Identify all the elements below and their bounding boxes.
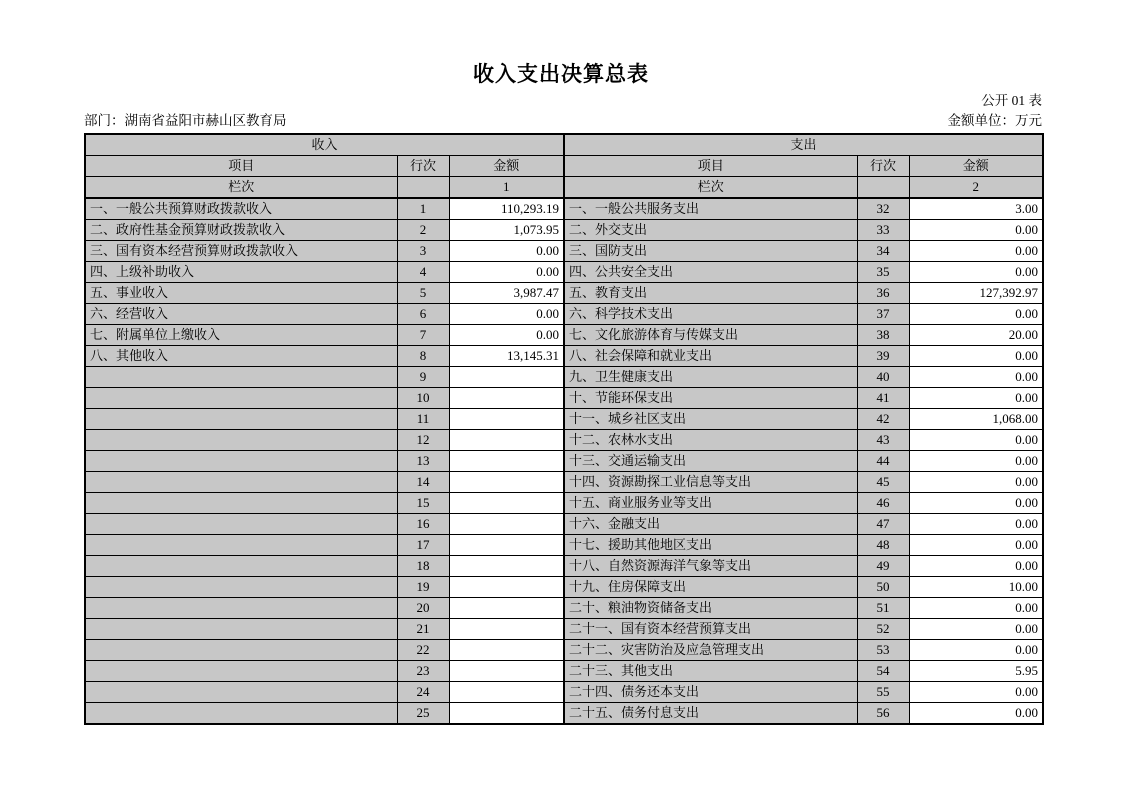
income-item-cell: 二、政府性基金预算财政拨款收入: [85, 220, 397, 241]
expense-amount-cell: 0.00: [909, 472, 1043, 493]
income-item-cell: [85, 661, 397, 682]
table-header: [85, 134, 1043, 198]
expense-amount-cell: 0.00: [909, 598, 1043, 619]
income-item-cell: [85, 388, 397, 409]
expense-amount-cell: 0.00: [909, 640, 1043, 661]
table-row: [85, 304, 1043, 325]
income-item-cell: [85, 640, 397, 661]
expense-line-cell: 50: [857, 577, 909, 598]
expense-line-cell: 41: [857, 388, 909, 409]
expense-amount-cell: 0.00: [909, 241, 1043, 262]
expense-line-cell: 56: [857, 703, 909, 725]
income-item-cell: [85, 619, 397, 640]
income-item-cell: [85, 703, 397, 725]
income-lanci-label: 栏次: [85, 177, 397, 199]
table-row: [85, 325, 1043, 346]
income-amount-cell: 110,293.19: [449, 198, 564, 220]
expense-amount-cell: 0.00: [909, 262, 1043, 283]
table-row: [85, 556, 1043, 577]
income-item-cell: 四、上级补助收入: [85, 262, 397, 283]
income-amount-cell: 13,145.31: [449, 346, 564, 367]
expense-item-cell: 二十三、其他支出: [564, 661, 857, 682]
income-item-cell: 六、经营收入: [85, 304, 397, 325]
income-line-cell: 21: [397, 619, 449, 640]
table-row: [85, 451, 1043, 472]
table-row: [85, 198, 1043, 220]
expense-item-cell: 十四、资源勘探工业信息等支出: [564, 472, 857, 493]
expense-item-cell: 四、公共安全支出: [564, 262, 857, 283]
income-item-cell: [85, 451, 397, 472]
income-item-cell: [85, 682, 397, 703]
expense-amount-cell: 0.00: [909, 514, 1043, 535]
income-amount-cell: [449, 640, 564, 661]
expense-item-cell: 十二、农林水支出: [564, 430, 857, 451]
expense-line-cell: 32: [857, 198, 909, 220]
income-line-cell: 5: [397, 283, 449, 304]
expense-item-cell: 二十二、灾害防治及应急管理支出: [564, 640, 857, 661]
table-row: [85, 619, 1043, 640]
income-item-cell: [85, 598, 397, 619]
income-amount-cell: 3,987.47: [449, 283, 564, 304]
income-item-cell: [85, 367, 397, 388]
income-amount-cell: 0.00: [449, 241, 564, 262]
expense-line-cell: 37: [857, 304, 909, 325]
table-row: [85, 409, 1043, 430]
income-amount-cell: [449, 472, 564, 493]
income-lanci-blank: [397, 177, 449, 199]
expense-lanci-label: 栏次: [564, 177, 857, 199]
income-line-cell: 15: [397, 493, 449, 514]
expense-line-cell: 38: [857, 325, 909, 346]
table-row: [85, 661, 1043, 682]
income-line-header: 行次: [397, 156, 449, 177]
table-row: [85, 430, 1043, 451]
expense-line-cell: 53: [857, 640, 909, 661]
expense-line-cell: 44: [857, 451, 909, 472]
income-item-cell: 一、一般公共预算财政拨款收入: [85, 198, 397, 220]
income-amount-cell: [449, 703, 564, 725]
expense-item-cell: 五、教育支出: [564, 283, 857, 304]
expense-item-header: 项目: [564, 156, 857, 177]
expense-line-cell: 52: [857, 619, 909, 640]
income-amount-cell: [449, 409, 564, 430]
table-row: [85, 493, 1043, 514]
income-item-cell: [85, 556, 397, 577]
income-amount-header: 金额: [449, 156, 564, 177]
page-title: 收入支出决算总表: [473, 62, 649, 86]
expense-item-cell: 十八、自然资源海洋气象等支出: [564, 556, 857, 577]
income-line-cell: 22: [397, 640, 449, 661]
income-amount-cell: 0.00: [449, 262, 564, 283]
expense-line-cell: 43: [857, 430, 909, 451]
section-header-row: [85, 134, 1043, 156]
expense-item-cell: 十一、城乡社区支出: [564, 409, 857, 430]
expense-item-cell: 八、社会保障和就业支出: [564, 346, 857, 367]
expense-line-cell: 54: [857, 661, 909, 682]
income-amount-cell: [449, 535, 564, 556]
expense-line-cell: 34: [857, 241, 909, 262]
expense-item-cell: 十九、住房保障支出: [564, 577, 857, 598]
income-amount-cell: [449, 493, 564, 514]
income-amount-cell: [449, 598, 564, 619]
lanci-row: [85, 177, 1043, 199]
income-amount-cell: 1,073.95: [449, 220, 564, 241]
income-line-cell: 14: [397, 472, 449, 493]
expense-lanci-blank: [857, 177, 909, 199]
department-label: 部门：湖南省益阳市赫山区教育局: [84, 113, 287, 128]
income-line-cell: 2: [397, 220, 449, 241]
income-line-cell: 9: [397, 367, 449, 388]
expense-item-cell: 十五、商业服务业等支出: [564, 493, 857, 514]
income-amount-cell: [449, 619, 564, 640]
expense-amount-cell: 10.00: [909, 577, 1043, 598]
expense-section-header: 支出: [564, 134, 1043, 156]
table-code: 公开 01 表: [981, 93, 1042, 108]
income-line-cell: 7: [397, 325, 449, 346]
expense-amount-cell: 0.00: [909, 346, 1043, 367]
expense-line-cell: 42: [857, 409, 909, 430]
table-row: [85, 241, 1043, 262]
expense-item-cell: 六、科学技术支出: [564, 304, 857, 325]
income-line-cell: 25: [397, 703, 449, 725]
expense-item-cell: 二十四、债务还本支出: [564, 682, 857, 703]
expense-amount-cell: 0.00: [909, 388, 1043, 409]
income-item-cell: [85, 493, 397, 514]
expense-amount-cell: 0.00: [909, 493, 1043, 514]
income-line-cell: 8: [397, 346, 449, 367]
expense-line-cell: 40: [857, 367, 909, 388]
income-item-cell: [85, 472, 397, 493]
expense-amount-cell: 20.00: [909, 325, 1043, 346]
income-amount-cell: 0.00: [449, 304, 564, 325]
expense-column-number: 2: [909, 177, 1043, 199]
income-line-cell: 1: [397, 198, 449, 220]
expense-amount-cell: 0.00: [909, 703, 1043, 725]
income-amount-cell: [449, 514, 564, 535]
income-item-cell: [85, 430, 397, 451]
income-line-cell: 19: [397, 577, 449, 598]
table-row: [85, 577, 1043, 598]
expense-amount-cell: 1,068.00: [909, 409, 1043, 430]
expense-amount-cell: 0.00: [909, 619, 1043, 640]
expense-line-cell: 36: [857, 283, 909, 304]
expense-item-cell: 十七、援助其他地区支出: [564, 535, 857, 556]
income-item-cell: 三、国有资本经营预算财政拨款收入: [85, 241, 397, 262]
expense-line-cell: 49: [857, 556, 909, 577]
table-row: [85, 262, 1043, 283]
income-item-cell: 五、事业收入: [85, 283, 397, 304]
income-item-cell: [85, 409, 397, 430]
table-row: [85, 367, 1043, 388]
table-row: [85, 388, 1043, 409]
income-line-cell: 12: [397, 430, 449, 451]
expense-item-cell: 十六、金融支出: [564, 514, 857, 535]
expense-amount-cell: 5.95: [909, 661, 1043, 682]
table-row: [85, 598, 1043, 619]
expense-item-cell: 七、文化旅游体育与传媒支出: [564, 325, 857, 346]
income-amount-cell: [449, 556, 564, 577]
expense-item-cell: 十、节能环保支出: [564, 388, 857, 409]
income-line-cell: 6: [397, 304, 449, 325]
income-line-cell: 13: [397, 451, 449, 472]
expense-line-cell: 35: [857, 262, 909, 283]
expense-amount-cell: 0.00: [909, 451, 1043, 472]
expense-amount-cell: 0.00: [909, 304, 1043, 325]
income-amount-cell: [449, 367, 564, 388]
meta-line: [84, 109, 1042, 129]
table-row: [85, 346, 1043, 367]
income-amount-cell: 0.00: [449, 325, 564, 346]
expense-amount-cell: 0.00: [909, 556, 1043, 577]
expense-line-cell: 45: [857, 472, 909, 493]
income-line-cell: 3: [397, 241, 449, 262]
income-amount-cell: [449, 682, 564, 703]
expense-amount-cell: 0.00: [909, 535, 1043, 556]
income-item-cell: 七、附属单位上缴收入: [85, 325, 397, 346]
expense-item-cell: 九、卫生健康支出: [564, 367, 857, 388]
expense-item-cell: 二十、粮油物资储备支出: [564, 598, 857, 619]
table-row: [85, 283, 1043, 304]
income-item-cell: 八、其他收入: [85, 346, 397, 367]
income-section-header: 收入: [85, 134, 564, 156]
expense-amount-cell: 0.00: [909, 430, 1043, 451]
expense-amount-header: 金额: [909, 156, 1043, 177]
table-row: [85, 682, 1043, 703]
income-line-cell: 18: [397, 556, 449, 577]
income-amount-cell: [449, 661, 564, 682]
column-header-row: [85, 156, 1043, 177]
expense-line-cell: 48: [857, 535, 909, 556]
income-amount-cell: [449, 577, 564, 598]
table-rows: [85, 198, 1043, 724]
table-row: [85, 220, 1043, 241]
expense-item-cell: 二、外交支出: [564, 220, 857, 241]
expense-amount-cell: 0.00: [909, 682, 1043, 703]
expense-line-cell: 33: [857, 220, 909, 241]
expense-amount-cell: 127,392.97: [909, 283, 1043, 304]
table-row: [85, 640, 1043, 661]
expense-item-cell: 二十五、债务付息支出: [564, 703, 857, 725]
summary-table: [84, 133, 1044, 725]
expense-item-cell: 十三、交通运输支出: [564, 451, 857, 472]
expense-line-cell: 51: [857, 598, 909, 619]
expense-item-cell: 三、国防支出: [564, 241, 857, 262]
expense-amount-cell: 3.00: [909, 198, 1043, 220]
expense-line-header: 行次: [857, 156, 909, 177]
income-line-cell: 4: [397, 262, 449, 283]
income-item-header: 项目: [85, 156, 397, 177]
income-item-cell: [85, 535, 397, 556]
income-column-number: 1: [449, 177, 564, 199]
expense-line-cell: 47: [857, 514, 909, 535]
income-line-cell: 11: [397, 409, 449, 430]
expense-item-cell: 二十一、国有资本经营预算支出: [564, 619, 857, 640]
income-amount-cell: [449, 430, 564, 451]
income-amount-cell: [449, 451, 564, 472]
table-row: [85, 472, 1043, 493]
expense-amount-cell: 0.00: [909, 367, 1043, 388]
income-line-cell: 24: [397, 682, 449, 703]
income-amount-cell: [449, 388, 564, 409]
table-row: [85, 535, 1043, 556]
income-line-cell: 20: [397, 598, 449, 619]
income-line-cell: 16: [397, 514, 449, 535]
table-row: [85, 514, 1043, 535]
table-row: [85, 703, 1043, 725]
income-item-cell: [85, 514, 397, 535]
expense-item-cell: 一、一般公共服务支出: [564, 198, 857, 220]
unit-label: 金额单位：万元: [947, 113, 1042, 128]
income-line-cell: 23: [397, 661, 449, 682]
income-line-cell: 17: [397, 535, 449, 556]
expense-line-cell: 46: [857, 493, 909, 514]
expense-line-cell: 55: [857, 682, 909, 703]
income-item-cell: [85, 577, 397, 598]
income-line-cell: 10: [397, 388, 449, 409]
expense-amount-cell: 0.00: [909, 220, 1043, 241]
expense-line-cell: 39: [857, 346, 909, 367]
